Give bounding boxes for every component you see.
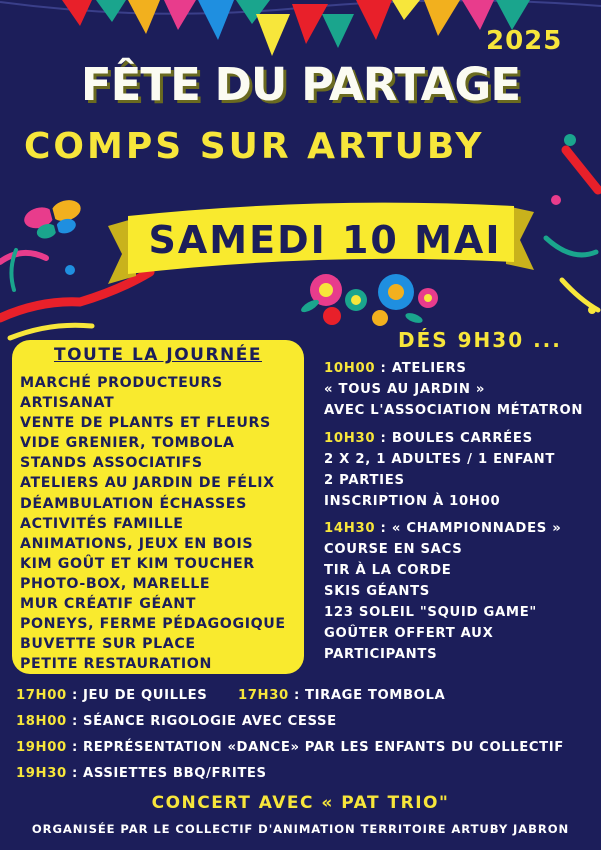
list-item: MARCHÉ PRODUCTEURS — [20, 375, 223, 391]
program-line: BOULES CARRÉES — [391, 431, 533, 446]
event-time: 17H30 — [238, 688, 289, 703]
butterfly-icon — [22, 197, 86, 243]
program-time: 14H30 — [324, 521, 376, 536]
program-line: ATELIERS — [391, 361, 467, 376]
event-time: 19H30 — [16, 766, 67, 781]
program-line: SKIS GÉANTS — [324, 584, 430, 599]
all-day-title: TOUTE LA JOURNÉE — [53, 345, 262, 365]
evening-event: 17H00 : JEU DE QUILLES — [16, 688, 208, 703]
program-line: 2 X 2, 1 ADULTES / 1 ENFANT — [324, 452, 556, 467]
list-item: VIDE GRENIER, TOMBOLA — [20, 435, 235, 452]
program-block-2: 10H30 : BOULES CARRÉES 2 X 2, 1 ADULTES / 1 ENFANT 2 PARTIES INSCRIPTION À 10H00 — [324, 428, 555, 512]
event-time: 17H00 — [16, 688, 67, 703]
list-item: STANDS ASSOCIATIFS — [20, 455, 203, 472]
list-item: MUR CRÉATIF GÉANT — [20, 596, 197, 613]
list-item: ARTISANAT — [20, 395, 115, 412]
evening-event: 18H00 : SÉANCE RIGOLOGIE AVEC CESSE — [16, 714, 337, 729]
year: 2025 — [486, 26, 563, 56]
list-item: VENTE DE PLANTS ET FLEURS — [20, 415, 271, 432]
list-item: ATELIERS AU JARDIN DE FÉLIX — [20, 475, 275, 492]
list-item: PHOTO-BOX, MARELLE — [20, 575, 211, 592]
program-time: 10H30 — [324, 431, 376, 446]
bunting-flags — [62, 0, 530, 56]
organizer-footer: ORGANISÉE PAR LE COLLECTIF D'ANIMATION TERRITOIRE ARTUBY JABRON — [31, 822, 570, 836]
all-day-list — [20, 373, 286, 674]
program-line: « TOUS AU JARDIN » — [324, 382, 486, 397]
program-line: TIR À LA CORDE — [324, 563, 452, 578]
program-time: 10H00 — [324, 361, 376, 376]
evening-event: 17H30 : TIRAGE TOMBOLA — [238, 688, 446, 703]
list-item: PONEYS, FERME PÉDAGOGIQUE — [20, 616, 286, 633]
program-block-1: 10H00 : ATELIERS « TOUS AU JARDIN » AVEC L'ASSOCIATION MÉTATRON — [324, 358, 583, 421]
event-label: JEU DE QUILLES — [83, 688, 208, 703]
program-line: 2 PARTIES — [324, 473, 405, 488]
program-line: COURSE EN SACS — [324, 542, 463, 557]
event-label: REPRÉSENTATION «DANCE» PAR LES ENFANTS DU COLLECTIF — [83, 740, 564, 755]
concert-announcement: CONCERT AVEC « PAT TRIO" — [151, 793, 450, 813]
program-line: « CHAMPIONNADES » — [391, 521, 562, 536]
start-time: DÉS 9H30 ... — [398, 328, 562, 352]
program-line: INSCRIPTION À 10H00 — [324, 494, 501, 509]
event-label: SÉANCE RIGOLOGIE AVEC CESSE — [83, 714, 337, 729]
program-line: AVEC L'ASSOCIATION MÉTATRON — [324, 403, 584, 418]
program-line: 123 SOLEIL "SQUID GAME" — [324, 605, 538, 620]
evening-event: 19H00 : REPRÉSENTATION «DANCE» PAR LES ENFANTS DU COLLECTIF — [16, 740, 564, 755]
event-title: FÊTE DU PARTAGE — [80, 58, 521, 111]
list-item: ANIMATIONS, JEUX EN BOIS — [20, 535, 254, 552]
list-item: DÉAMBULATION ÉCHASSES — [20, 495, 247, 512]
event-time: 18H00 — [16, 714, 67, 729]
list-item: KIM GOÛT ET KIM TOUCHER — [20, 555, 255, 572]
program-line: GOÛTER OFFERT AUX — [324, 626, 494, 641]
program-block-3: 14H30 : « CHAMPIONNADES » COURSE EN SACS TIR À LA CORDE SKIS GÉANTS 123 SOLEIL "SQUID GAME" GOÛTER OFFERT AUX PARTICIPANTS — [324, 518, 562, 665]
list-item: BUVETTE SUR PLACE — [20, 636, 196, 653]
program-line: PARTICIPANTS — [324, 647, 438, 662]
event-location: COMPS SUR ARTUBY — [24, 126, 485, 167]
list-item: ACTIVITÉS FAMILLE — [20, 515, 184, 532]
event-label: ASSIETTES BBQ/FRITES — [83, 766, 267, 781]
list-item: PETITE RESTAURATION — [20, 656, 212, 673]
event-time: 19H00 — [16, 740, 67, 755]
evening-event: 19H30 : ASSIETTES BBQ/FRITES — [16, 766, 267, 781]
event-date: SAMEDI 10 MAI — [148, 218, 502, 262]
event-label: TIRAGE TOMBOLA — [305, 688, 446, 703]
flowers-icon — [299, 274, 438, 326]
